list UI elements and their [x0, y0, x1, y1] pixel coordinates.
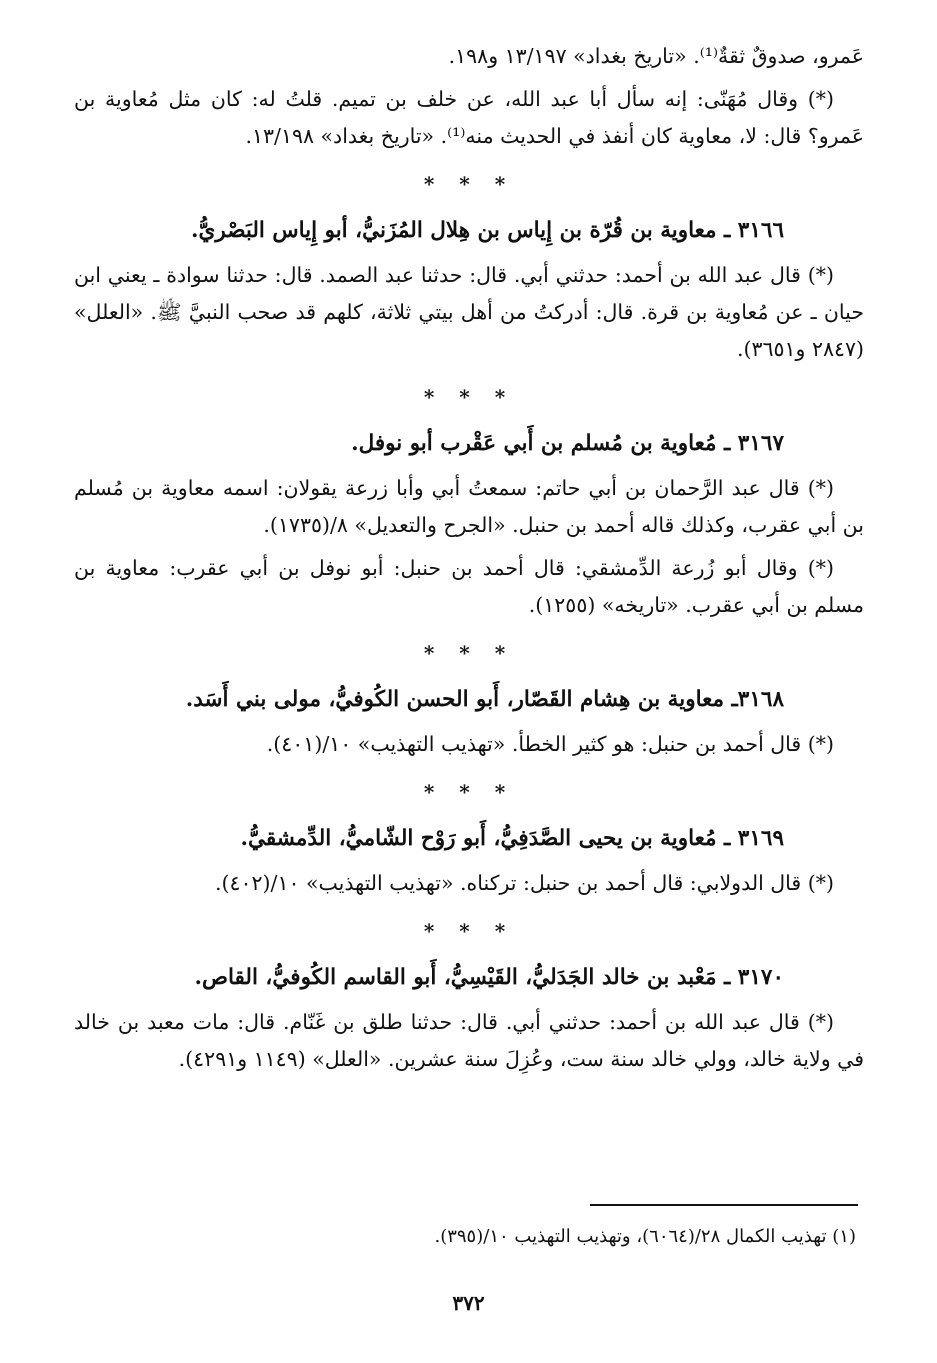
footnote: (١) تهذيب الكمال ٢٨/(٦٠٦٤)، وتهذيب التهذيب ١٠/(٣٩٥). [434, 1226, 856, 1247]
paragraph-3167-b: (*) وقال أبو زُرعة الدِّمشقي: قال أحمد بن حنبل: أبو نوفل بن أبي عقرب: معاوية بن مسلم بن أبي عقرب. «تاريخه» (١٢٥٥). [74, 556, 864, 617]
paragraph-continuation: عَمرو، صدوقٌ ثقةٌ⁽¹⁾. «تاريخ بغداد» ١٣/١٩٧ و١٩٨. [448, 44, 864, 68]
paragraph-3168: (*) قال أحمد بن حنبل: هو كثير الخطأ. «تهذيب التهذيب» ١٠/(٤٠١). [266, 732, 834, 756]
entry-heading-3170: ٣١٧٠ ـ مَعْبد بن خالد الجَدَليُّ، القَيْسِيُّ، أَبو القاسم الكُوفيُّ، القاص. [194, 965, 784, 990]
section-separator: * * * [423, 919, 515, 943]
paragraph-3166: (*) قال عبد الله بن أحمد: حدثني أبي. قال: حدثنا عبد الصمد. قال: حدثنا سوادة ـ يعني ابن حيان ـ عن مُعاوية بن قرة. قال: أدركتُ من أهل بيتي ثلاثة، كلهم قد صحب النبيَّ ﷺ. «العلل» (٢٨٤٧ و٣٦٥١). [74, 263, 864, 361]
section-separator: * * * [423, 172, 515, 196]
paragraph-3170: (*) قال عبد الله بن أحمد: حدثني أبي. قال: حدثنا طلق بن غَنّام. قال: مات معبد بن خالد في ولاية خالد، وولي خالد سنة ست، وعُزِلَ سنة عشرين. «العلل» (١١٤٩ و٤٢٩١). [74, 1010, 864, 1071]
paragraph-3167-a: (*) قال عبد الرَّحمان بن أبي حاتم: سمعتُ أبي وأبا زرعة يقولان: اسمه معاوية بن مُسلم بن أبي عقرب، وكذلك قاله أحمد بن حنبل. «الجرح والتعديل» ٨/(١٧٣٥). [74, 476, 864, 537]
section-separator: * * * [423, 641, 515, 665]
page-number: ٣٧٢ [452, 1291, 485, 1315]
footnote-divider [590, 1204, 858, 1206]
page-body [74, 38, 864, 1084]
paragraph-3169: (*) قال الدولابي: قال أحمد بن حنبل: تركناه. «تهذيب التهذيب» ١٠/(٤٠٢). [214, 871, 834, 895]
paragraph-muhanna-quote: (*) وقال مُهَنّى: إنه سأل أبا عبد الله، عن خلف بن تميم. قلتُ له: كان مثل مُعاوية بن عَمرو؟ قال: لا، معاوية كان أنفذ في الحديث منه⁽¹⁾. «تاريخ بغداد» ١٣/١٩٨. [74, 87, 864, 148]
entry-heading-3166: ٣١٦٦ ـ معاوية بن قُرّة بن إِياس بن هِلال المُزَنيُّ، أبو إِياس البَصْريُّ. [191, 218, 784, 243]
section-separator: * * * [423, 385, 515, 409]
entry-heading-3169: ٣١٦٩ ـ مُعاوية بن يحيى الصَّدَفِيُّ، أَبو رَوْح الشّاميُّ، الدِّمشقيُّ. [240, 826, 784, 851]
entry-heading-3167: ٣١٦٧ ـ مُعاوية بن مُسلم بن أَبي عَقْرب أبو نوفل. [351, 431, 784, 456]
entry-heading-3168: ٣١٦٨ـ معاوية بن هِشام القَصّار، أَبو الحسن الكُوفيُّ، مولى بني أَسَد. [185, 687, 784, 712]
section-separator: * * * [423, 780, 515, 804]
